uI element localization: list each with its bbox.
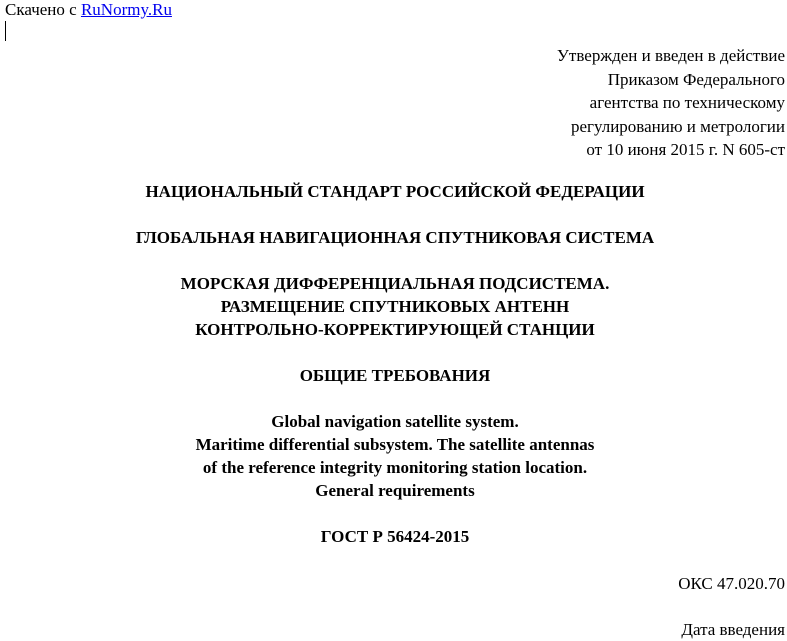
approval-line: агентства по техническому <box>589 93 785 112</box>
system-title: ГЛОБАЛЬНАЯ НАВИГАЦИОННАЯ СПУТНИКОВАЯ СИСТЕМА <box>135 228 655 247</box>
approval-line: регулированию и метрологии <box>570 116 785 136</box>
general-requirements-title: ОБЩИЕ ТРЕБОВАНИЯ <box>299 366 491 385</box>
introduction-date-label: Дата введения <box>681 620 785 639</box>
approval-block <box>557 44 785 162</box>
english-title <box>0 410 787 502</box>
english-title-line: General requirements <box>315 481 475 500</box>
gost-number: ГОСТ Р 56424-2015 <box>320 527 470 546</box>
source-prefix: Скачено с <box>5 0 81 19</box>
text-cursor <box>5 21 6 41</box>
source-line <box>5 0 172 20</box>
subsystem-title-line: МОРСКАЯ ДИФФЕРЕНЦИАЛЬНАЯ ПОДСИСТЕМА. <box>180 274 610 293</box>
subsystem-title-line: РАЗМЕЩЕНИЕ СПУТНИКОВЫХ АНТЕНН <box>220 297 570 316</box>
approval-line: Утвержден и введен в действие <box>556 46 785 65</box>
subsystem-title <box>0 272 787 341</box>
approval-line: Приказом Федерального <box>607 69 785 89</box>
source-link[interactable]: RuNormy.Ru <box>80 0 172 19</box>
english-title-line: Maritime differential subsystem. The satellite antennas <box>195 435 595 454</box>
english-title-line: Global navigation satellite system. <box>271 412 519 431</box>
english-title-line: of the reference integrity monitoring station location. <box>202 458 588 477</box>
approval-line: от 10 июня 2015 г. N 605-ст <box>586 140 785 159</box>
subsystem-title-line: КОНТРОЛЬНО-КОРРЕКТИРУЮЩЕЙ СТАНЦИИ <box>195 320 595 339</box>
national-standard-title: НАЦИОНАЛЬНЫЙ СТАНДАРТ РОССИЙСКОЙ ФЕДЕРАЦИИ <box>145 182 645 201</box>
oks-code: ОКС 47.020.70 <box>678 574 785 593</box>
